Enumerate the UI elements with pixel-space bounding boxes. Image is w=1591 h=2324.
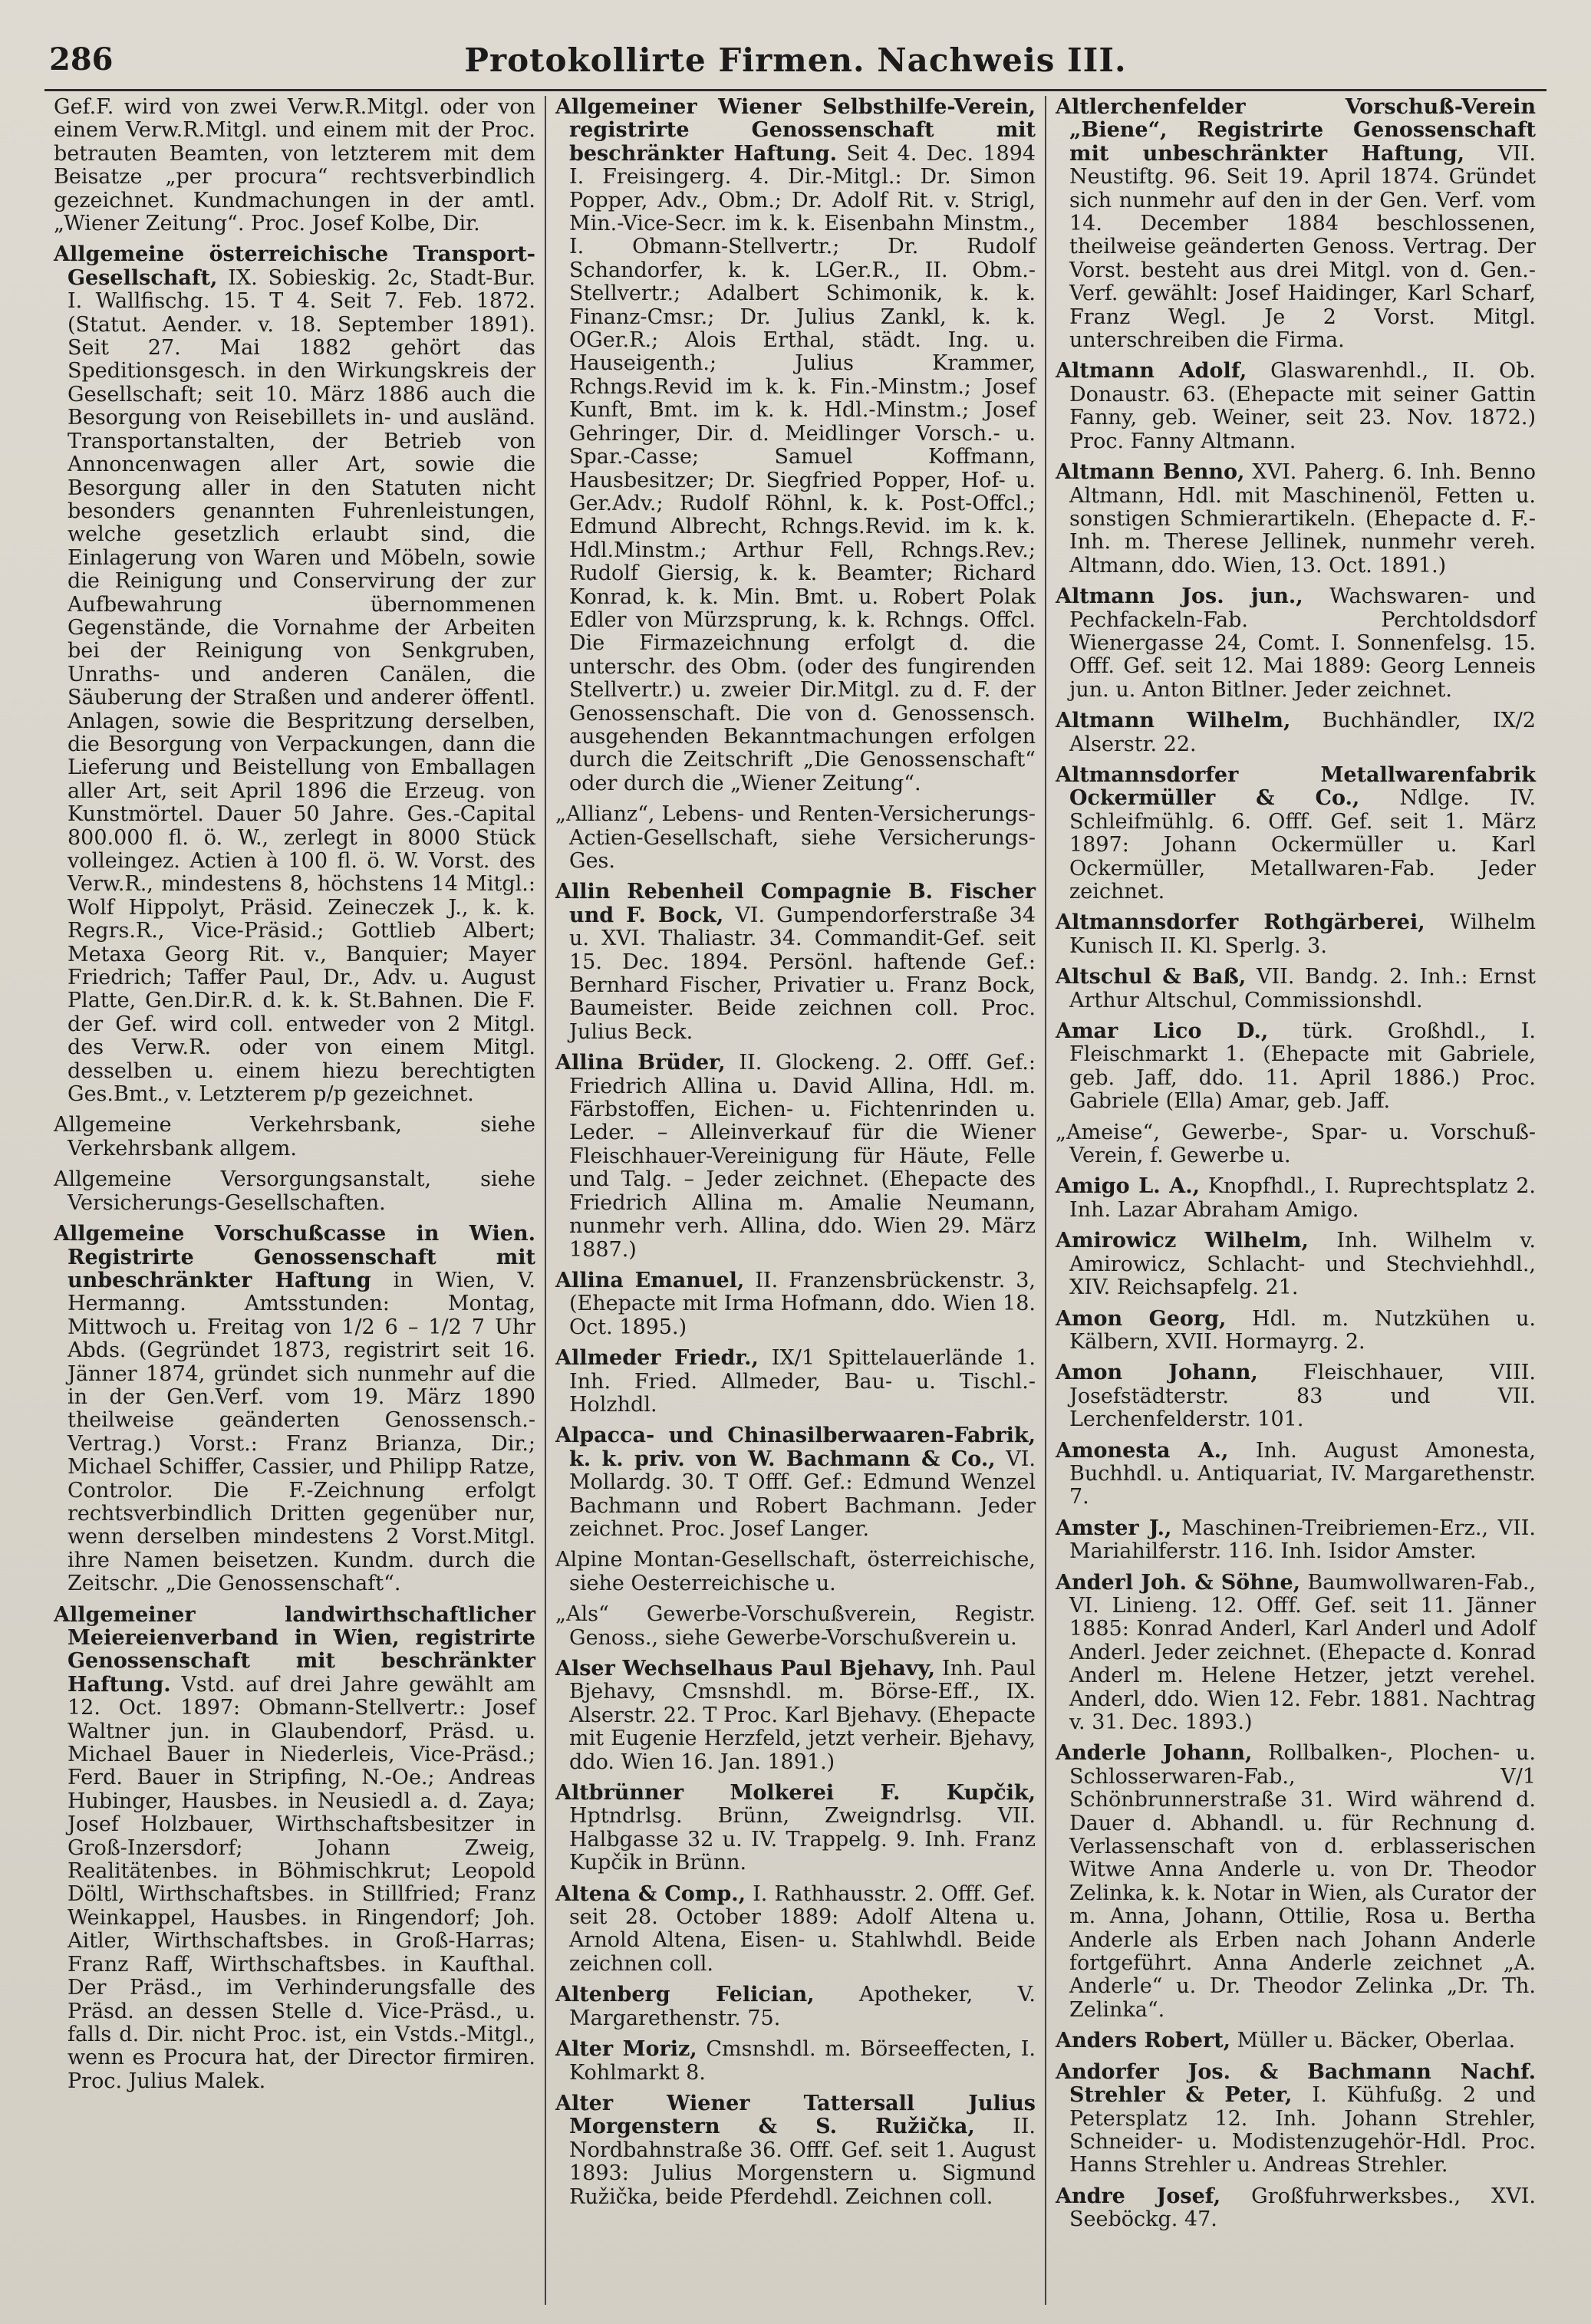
firm-details: Apotheker, V. Margarethenstr. 75. (569, 1983, 1036, 2030)
column-middle (545, 96, 1045, 2305)
firm-entry (555, 1269, 1036, 1339)
firm-entry (1056, 1121, 1536, 1168)
firm-details: I. Kühfußg. 2 und Petersplatz 12. Inh. Johann Strehler, Schneider- u. Modistenzugehör-Hdl. Proc. Hanns Strehler u. Andreas Strehler. (1069, 2083, 1536, 2178)
firm-name: Amigo L. A., (1056, 1174, 1201, 1199)
firm-details: IX. Sobieskig. 2c, Stadt-Bur. I. Wallfischg. 15. T 4. Seit 7. Feb. 1872. (Statut. Aender. v. 18. September 1891). Seit 27. Mai 1882 gehört das Speditionsgesch. in den Wirkungskreis der Gesellschaft; seit 10. März 1886 auch die Besorgung von Reisebillets in- und ausländ. Transportanstalten, der Betrieb von Annoncenwagen aller Art, sowie die Besorgung aller in den Statuten nicht besonders genannten Fuhrenleistungen, welche gesetzlich erlaubt sind, die Einlagerung von Waren und Möbeln, sowie die Reinigung und Conservirung der zur Aufbewahrung übernommenen Gegenstände, die Vornahme der Arbeiten bei der Reinigung von Senkgruben, Unraths- und anderen Canälen, die Säuberung der Straßen und anderer öffentl. Anlagen, sowie die Bespritzung derselben, die Besorgung von Verpackungen, dann die Lieferung und Beistellung von Emballagen aller Art, seit April 1896 die Erzeug. von Kunstmörtel. Dauer 50 Jahre. Ges.-Capital 800.000 fl. ö. W., zerlegt in 8000 Stück volleingez. Actien à 100 fl. ö. W. Vorst. des Verw.R., mindestens 8, höchstens 14 Mitgl.: Wolf Hippolyt, Präsid. Zeineczek J., k. k. Regrs.R., Vice-Präsid.; Gottlieb Albert; Metaxa Georg Rit. v., Banquier; Mayer Friedrich; Taffer Paul, Dr., Adv. u. August Platte, Gen.Dir.R. d. k. k. St.Bahnen. Die F. der Gef. wird coll. entweder von 2 Mitgl. des Verw.R. oder von einem Mitgl. desselben u. einem hiezu berechtigten Ges.Bmt., v. Letzterem p/p gezeichnet. (68, 265, 535, 1107)
firm-entry (1056, 1229, 1536, 1299)
firm-details: Alpine Montan-Gesellschaft, österreichische, siehe Oesterreichische u. (555, 1548, 1036, 1595)
firm-name: Altschul & Baß, (1056, 965, 1247, 989)
firm-name: Altlerchenfelder Vorschuß-Verein „Biene“, Registrirte Genossenschaft mit unbeschränkter Haftung, (1056, 96, 1536, 166)
firm-details: VI. Gumpendorferstraße 34 u. XVI. Thaliastr. 34. Commandit-Gef. seit 15. Dec. 1894. Persönl. haftende Gef.: Bernhard Fischer, Privatier u. Franz Bock, Baumeister. Beide zeichnen coll. Proc. Julius Beck. (569, 903, 1036, 1044)
firm-name: Altmann Benno, (1056, 460, 1245, 485)
firm-entry (555, 2038, 1036, 2085)
column-right (1045, 96, 1545, 2305)
firm-details: türk. Großhdl., I. Fleischmarkt 1. (Ehepacte mit Gabriele, geb. Jaff, ddo. 11. April 1886.) Proc. Gabriele (Ella) Amar, geb. Jaff. (1069, 1019, 1536, 1114)
firm-entry (1056, 360, 1536, 453)
firm-entry (555, 881, 1036, 1044)
firm-name: Amon Georg, (1056, 1306, 1227, 1331)
columns (44, 96, 1547, 2305)
firm-entry (54, 1114, 535, 1160)
firm-name: Altena & Comp., (555, 1881, 746, 1906)
firm-entry (1056, 1572, 1536, 1735)
firm-entry (555, 1052, 1036, 1262)
firm-name: Amster J., (1056, 1516, 1172, 1540)
firm-entry (1056, 911, 1536, 958)
firm-name: Allgemeine österreichische Transport-Gesellschaft, (54, 242, 535, 290)
firm-entry (1056, 764, 1536, 904)
firm-details: VII. Neustiftg. 96. Seit 19. April 1874. Gründet sich nunmehr auf den in der Gen. Verf. vom 14. December 1884 beschlossenen, theilweise geänderten Genoss. Vertrag. Der Vorst. besteht aus drei Mitgl. von d. Gen.-Verf. gewählt: Josef Haidinger, Karl Scharf, Franz Wegl. Je 2 Vorst. Mitgl. unterschreiben die Firma. (1069, 141, 1536, 353)
firm-details: Maschinen-Treibriemen-Erz., VII. Mariahilferstr. 116. Inh. Isidor Amster. (1069, 1516, 1536, 1564)
firm-name: Altmannsdorfer Metallwarenfabrik Ockermüller & Co., (1056, 762, 1536, 811)
firm-details: Allgemeine Verkehrsbank, siehe Verkehrsbank allgem. (54, 1113, 535, 1160)
firm-entry (1056, 1175, 1536, 1222)
firm-entry (1056, 2061, 1536, 2178)
firm-entry (1056, 966, 1536, 1012)
firm-entry (54, 96, 535, 235)
firm-details: Rollbalken-, Plochen- u. Schlosserwaren-Fab., V/1 Schönbrunnerstraße 31. Wird während d. Dauer d. Abhandl. u. für Rechnung d. Verlassenschaft von d. erblasserischen Witwe Anna Anderle u. von Dr. Theodor Zelinka, k. k. Notar in Wien, als Curator der m. Anna, Johann, Ottilie, Rosa u. Bertha Anderle als Erben nach Johann Anderle fortgeführt. Anna Anderle zeichnet „A. Anderle“ u. Dr. Theodor Zelinka „Dr. Th. Zelinka“. (1069, 1741, 1536, 2022)
firm-details: VI. Mollardg. 30. T Offf. Gef.: Edmund Wenzel Bachmann und Robert Bachmann. Jeder zeichnet. Proc. Josef Langer. (569, 1447, 1036, 1541)
firm-entry (1056, 461, 1536, 578)
firm-entry (555, 2092, 1036, 2209)
firm-details: Baumwollwaren-Fab., VI. Linieng. 12. Offf. Gef. seit 11. Jänner 1885: Konrad Anderl, Karl Anderl und Adolf Anderl. Jeder zeichnet. (Ehepacte d. Konrad Anderl m. Helene Hetzer, jetzt verehel. Anderl, ddo. Wien 12. Febr. 1881. Nachtrag v. 31. Dec. 1893.) (1069, 1570, 1536, 1734)
firm-details: Gef.F. wird von zwei Verw.R.Mitgl. oder von einem Verw.R.Mitgl. und einem mit der Proc. betrauten Beamten, von letzterem mit dem Beisatze „per procura“ rechtsverbindlich gezeichnet. Kundmachungen in der amtl. „Wiener Zeitung“. Proc. Josef Kolbe, Dir. (54, 96, 535, 236)
running-title: Protokollirte Firmen. Nachweis III. (464, 41, 1127, 79)
column-left (44, 96, 545, 2305)
firm-name: Andorfer Jos. & Bachmann Nachf. Strehler & Peter, (1056, 2059, 1536, 2108)
firm-entry (555, 96, 1036, 795)
firm-name: Amonesta A., (1056, 1438, 1229, 1463)
firm-details: Wachswaren- und Pechfackeln-Fab. Perchtoldsdorf Wienergasse 24, Comt. I. Sonnenfelsg. 15. Offf. Gef. seit 12. Mai 1889: Georg Lenneis jun. u. Anton Bitlner. Jeder zeichnet. (1069, 584, 1536, 702)
firm-entry (555, 1883, 1036, 1977)
firm-entry (555, 803, 1036, 873)
firm-name: Alter Moriz, (555, 2037, 697, 2062)
firm-entry (555, 1424, 1036, 1541)
firm-details: Inh. Wilhelm v. Amirowicz, Schlacht- und Stechviehhdl., XIV. Reichsapfelg. 21. (1069, 1229, 1536, 1300)
firm-details: Buchhändler, IX/2 Alserstr. 22. (1069, 709, 1536, 756)
firm-name: Anderl Joh. & Söhne, (1056, 1570, 1301, 1595)
firm-name: Altmann Jos. jun., (1056, 584, 1303, 609)
firm-details: XVI. Paherg. 6. Inh. Benno Altmann, Hdl. mit Maschinenöl, Fetten u. sonstigen Schmierartikeln. (Ehepacte d. F.-Inh. m. Therese Jellinek, nunmehr vereh. Altmann, ddo. Wien, 13. Oct. 1891.) (1069, 460, 1536, 578)
firm-details: Müller u. Bäcker, Oberlaa. (1237, 2029, 1516, 2053)
firm-name: Altenberg Felician, (555, 1983, 815, 2007)
firm-entry (1056, 709, 1536, 756)
firm-entry (1056, 585, 1536, 702)
firm-entry (1056, 1517, 1536, 1564)
firm-name: Allina Emanuel, (555, 1268, 745, 1292)
firm-entry (1056, 1742, 1536, 2022)
firm-entry (54, 243, 535, 1106)
firm-details: II. Glockeng. 2. Offf. Gef.: Friedrich Allina u. David Allina, Hdl. m. Färbstoffen, Eichen- u. Fichtenrinden u. Leder. – Alleinverkauf für die Wiener Fleischhauer-Vereinigung für Häute, Felle und Talg. – Jeder zeichnet. (Ehepacte des Friedrich Allina m. Amalie Neumann, nunmehr verh. Allina, ddo. Wien 29. März 1887.) (569, 1051, 1036, 1262)
firm-entry (54, 1168, 535, 1215)
firm-name: Allina Brüder, (555, 1051, 726, 1075)
firm-entry (54, 1223, 535, 1596)
firm-entry (555, 1549, 1036, 1595)
firm-name: Alpacca- und Chinasilberwaaren-Fabrik, k. k. priv. von W. Bachmann & Co., (555, 1424, 1036, 1471)
firm-details: „Ameise“, Gewerbe-, Spar- u. Vorschuß-Verein, f. Gewerbe u. (1056, 1120, 1536, 1168)
firm-details: Inh. Paul Bjehavy, Cmsnshdl. m. Börse-Eff., IX. Alserstr. 22. T Proc. Karl Bjehavy. (Ehepacte mit Eugenie Herzfeld, jetzt verheir. Bjehavy, ddo. Wien 16. Jan. 1891.) (569, 1657, 1036, 1774)
firm-entry (1056, 1020, 1536, 1114)
firm-name: Amon Johann, (1056, 1361, 1258, 1385)
firm-details: Allgemeine Versorgungsanstalt, siehe Versicherungs-Gesellschaften. (54, 1167, 535, 1215)
firm-name: Allmeder Friedr., (555, 1346, 759, 1371)
firm-name: Amirowicz Wilhelm, (1056, 1229, 1309, 1253)
firm-name: Amar Lico D., (1056, 1019, 1269, 1044)
page-number: 286 (49, 41, 114, 77)
firm-name: Anders Robert, (1056, 2029, 1231, 2053)
firm-entry (1056, 1361, 1536, 1431)
firm-details: Ndlge. IV. Schleifmühlg. 6. Offf. Gef. seit 1. März 1897: Johann Ockermüller u. Karl Ockermüller, Metallwaren-Fab. Jeder zeichnet. (1069, 786, 1536, 904)
page-header (44, 40, 1547, 91)
firm-entry (1056, 96, 1536, 352)
firm-name: Allgemeine Vorschußcasse in Wien. Registrirte Genossenschaft mit unbeschränkter Haftung (54, 1222, 535, 1292)
firm-details: IX/1 Spittelauerlände 1. Inh. Fried. Allmeder, Bau- u. Tischl.-Holzhdl. (569, 1346, 1036, 1417)
firm-details: „Allianz“, Lebens- und Renten-Versicherungs-Actien-Gesellschaft, siehe Versicherungs-Ges. (555, 802, 1036, 873)
firm-details: Hptndrlsg. Brünn, Zweigndrlsg. VII. Halbgasse 32 u. IV. Trappelg. 9. Inh. Franz Kupčik in Brünn. (569, 1804, 1036, 1875)
firm-name: Altbrünner Molkerei F. Kupčik, (555, 1781, 1036, 1806)
firm-entry (555, 1782, 1036, 1875)
firm-details: Vstd. auf drei Jahre gewählt am 12. Oct. 1897: Obmann-Stellvertr.: Josef Waltner jun. in Glaubendorf, Präsd. u. Michael Bauer in Niederleis, Vice-Präsd.; Ferd. Bauer in Stripfing, N.-Oe.; Andreas Hubinger, Hausbes. in Neusiedl a. d. Zaya; Josef Holzbauer, Wirthschaftsbesitzer in Groß-Inzersdorf; Johann Zweig, Realitätenbes. in Böhmischkrut; Leopold Döltl, Wirthschaftsbes. in Stillfried; Franz Weinkappel, Hausbes. in Ringendorf; Joh. Aitler, Wirthschaftsbes. in Groß-Harras; Franz Raff, Wirthschaftsbes. in Kaufthal. Der Präsd., im Verhinderungsfalle des Präsd. an dessen Stelle d. Vice-Präsd., u. falls d. Dir. nicht Proc. ist, ein Vstds.-Mitgl., wenn es Procura hat, der Director firmiren. Proc. Julius Malek. (68, 1672, 535, 2093)
firm-name: Alter Wiener Tattersall Julius Morgenstern & S. Ružička, (555, 2091, 1036, 2139)
firm-details: Fleischhauer, VIII. Josefstädterstr. 83 und VII. Lerchenfelderstr. 101. (1069, 1361, 1536, 1432)
firm-details: in Wien, V. Hermanng. Amtsstunden: Montag, Mittwoch u. Freitag von 1/2 6 – 1/2 7 Uhr Abds. (Gegründet 1873, registrirt seit 16. Jänner 1874, gründet sich nunmehr auf die in der Gen.Verf. vom 19. März 1890 theilweise geänderten Genossensch.-Vertrag.) Vorst.: Franz Brianza, Dir.; Michael Schiffer, Cassier, und Philipp Ratze, Controlor. Die F.-Zeichnung erfolgt rechtsverbindlich Dritten gegenüber nur, wenn derselben mindestens 2 Vorst.Mitgl. ihre Namen beisetzen. Kundm. durch die Zeitschr. „Die Genossenschaft“. (68, 1268, 535, 1596)
firm-name: Altmannsdorfer Rothgärberei, (1056, 910, 1425, 935)
firm-entry (555, 1657, 1036, 1774)
firm-details: I. Rathhausstr. 2. Offf. Gef. seit 28. October 1889: Adolf Altena u. Arnold Altena, Eisen- u. Stahlwhdl. Beide zeichnen coll. (569, 1881, 1036, 1976)
firm-entry (555, 1347, 1036, 1417)
firm-details: Glaswarenhdl., II. Ob. Donaustr. 63. (Ehepacte mit seiner Gattin Fanny, geb. Weiner, seit 23. Nov. 1872.) Proc. Fanny Altmann. (1069, 359, 1536, 453)
firm-details: „Als“ Gewerbe-Vorschußverein, Registr. Genoss., siehe Gewerbe-Vorschußverein u. (555, 1602, 1036, 1650)
firm-name: Allin Rebenheil Compagnie B. Fischer und F. Bock, (555, 880, 1036, 927)
firm-details: VII. Bandg. 2. Inh.: Ernst Arthur Altschul, Commissionshdl. (1069, 965, 1536, 1012)
firm-details: Knopfhdl., I. Ruprechtsplatz 2. Inh. Lazar Abraham Amigo. (1069, 1174, 1536, 1222)
firm-name: Altmann Adolf, (1056, 359, 1247, 383)
firm-entry (555, 1603, 1036, 1650)
firm-name: Allgemeiner landwirthschaftlicher Meiereienverband in Wien, registrirte Genossenschaft mit beschränkter Haftung. (54, 1602, 535, 1697)
firm-name: Altmann Wilhelm, (1056, 709, 1291, 733)
firm-name: Andre Josef, (1056, 2184, 1221, 2208)
firm-details: Inh. August Amonesta, Buchhdl. u. Antiquariat, IV. Margarethenstr. 7. (1069, 1438, 1536, 1509)
firm-name: Allgemeiner Wiener Selbsthilfe-Verein, registrirte Genossenschaft mit beschränkter Haftung. (555, 96, 1036, 166)
firm-details: Wilhelm Kunisch II. Kl. Sperlg. 3. (1069, 910, 1536, 958)
firm-entry (1056, 1308, 1536, 1355)
firm-details: II. Franzensbrückenstr. 3, (Ehepacte mit Irma Hofmann, ddo. Wien 18. Oct. 1895.) (569, 1268, 1036, 1339)
firm-details: II. Nordbahnstraße 36. Offf. Gef. seit 1. August 1893: Julius Morgenstern u. Sigmund Ružička, beide Pferdehdl. Zeichnen coll. (569, 2115, 1036, 2209)
firm-name: Anderle Johann, (1056, 1741, 1253, 1766)
firm-entry (1056, 2029, 1536, 2052)
firm-details: Cmsnshdl. m. Börseeffecten, I. Kohlmarkt 8. (569, 2037, 1036, 2085)
firm-details: Großfuhrwerksbes., XVI. Seeböckg. 47. (1069, 2184, 1536, 2232)
firm-entry (54, 1604, 535, 2094)
firm-entry (555, 1983, 1036, 2030)
firm-entry (1056, 2185, 1536, 2232)
firm-details: Hdl. m. Nutzkühen u. Kälbern, XVII. Hormayrg. 2. (1069, 1306, 1536, 1354)
firm-name: Alser Wechselhaus Paul Bjehavy, (555, 1657, 936, 1680)
firm-details: Seit 4. Dec. 1894 I. Freisingerg. 4. Dir.-Mitgl.: Dr. Simon Popper, Adv., Obm.; Dr. Adolf Rit. v. Strigl, Min.-Vice-Secr. im k. k. Eisenbahn Minstm., I. Obmann-Stellvertr.; Dr. Rudolf Schandorfer, k. k. LGer.R., II. Obm.-Stellvertr.; Adalbert Schimonik, k. k. Finanz-Cmsr.; Dr. Julius Zankl, k. k. OGer.R.; Alois Erthal, städt. Ing. u. Hauseigenth.; Julius Krammer, Rchngs.Revid im k. k. Fin.-Minstm.; Josef Kunft, Bmt. im k. k. Hdl.-Minstm.; Josef Gehringer, Dir. d. Meidlinger Vorsch.- u. Spar.-Casse; Samuel Koffmann, Hausbesitzer; Dr. Siegfried Popper, Hof- u. Ger.Adv.; Rudolf Röhnl, k. k. Post-Offcl.; Edmund Albrecht, Rchngs.Revid. im k. k. Hdl.Minstm.; Arthur Fell, Rchngs.Rev.; Rudolf Giersig, k. k. Beamter; Richard Konrad, k. k. Min. Bmt. u. Robert Polak Edler von Mürzsprung, k. k. Rchngs. Offcl. Die Firmazeichnung erfolgt d. die unterschr. des Obm. (oder des fungirenden Stellvertr.) u. zweier Dir.Mitgl. zu d. F. der Genossenschaft. Die von d. Genossensch. ausgehenden Bekanntmachungen erfolgen durch die Zeitschrift „Die Genossenschaft“ oder durch die „Wiener Zeitung“. (569, 141, 1036, 795)
firm-entry (1056, 1440, 1536, 1509)
